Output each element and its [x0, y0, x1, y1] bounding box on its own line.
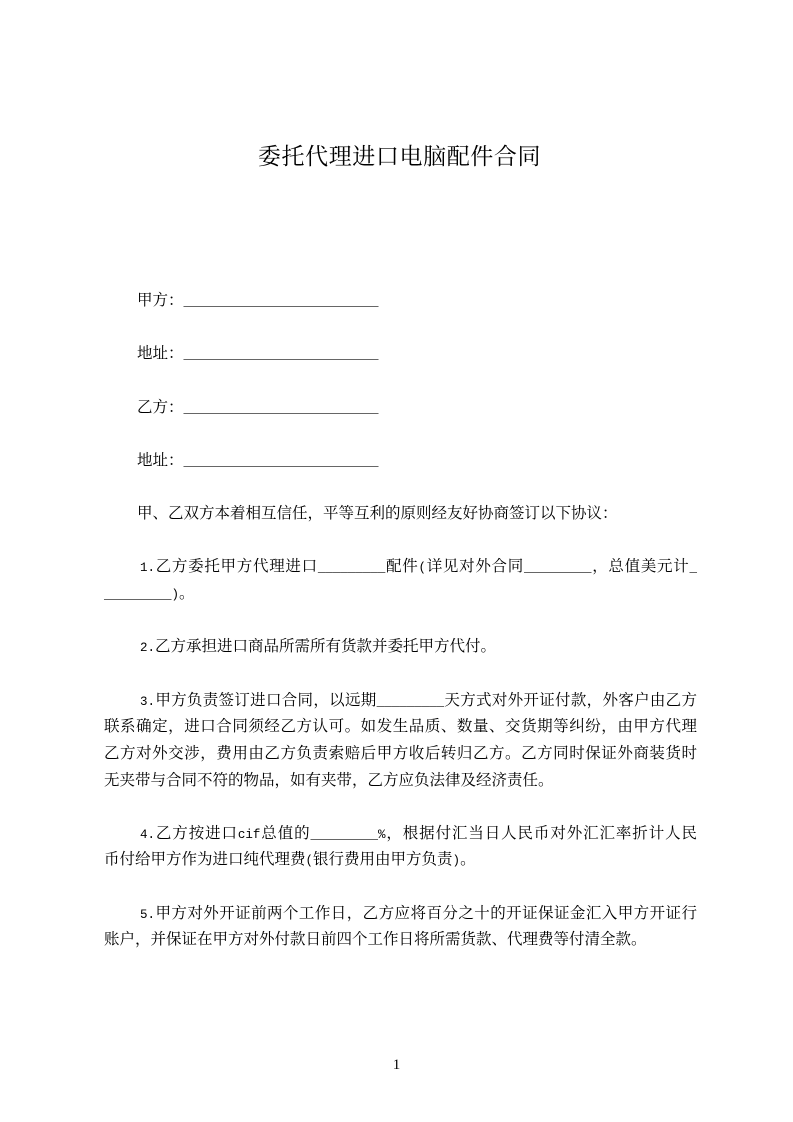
clause-3-line: 无夹带与合同不符的物品，如有夹带，乙方应负法律及经济责任。	[104, 770, 554, 789]
party-a-label: 甲方：	[137, 291, 184, 309]
party-b-address-blank: __________________________	[183, 454, 379, 469]
clause-3-line: 3.甲方负责签订进口合同，以远期_________天方式对外开证付款，外客户由乙方	[140, 690, 697, 709]
party-a-address-label: 地址：	[137, 344, 184, 363]
clause-3-line: 联系确定，进口合同须经乙方认可。如发生品质、数量、交货期等纠纷，由甲方代理	[104, 717, 697, 736]
clause-5	[104, 900, 697, 953]
document-title: 委托代理进口电脑配件合同	[257, 144, 542, 170]
text-run: 3.	[140, 694, 156, 709]
text-run: 2.	[140, 641, 156, 656]
party-b-address-label: 地址：	[137, 450, 184, 469]
party-b-blank: __________________________	[183, 401, 379, 416]
clause-5-line: 账户，并保证在甲方对外付款日前四个工作日将所需货款、代理费等付清全款。	[104, 930, 647, 949]
text-run: _________)	[104, 588, 180, 603]
page-number: 1	[392, 1057, 401, 1073]
clause-5-line: 5.甲方对外开证前两个工作日，乙方应将百分之十的开证保证金汇入甲方开证行	[140, 903, 697, 922]
party-b-address-line	[104, 447, 697, 474]
clause-2-line: 2.乙方承担进口商品所需所有货款并委托甲方代付。	[140, 637, 497, 656]
text-run: _________	[317, 561, 386, 576]
party-b-label: 乙方：	[137, 397, 184, 416]
text-run: (	[305, 854, 314, 869]
document-body	[104, 287, 697, 953]
clause-2	[104, 633, 697, 660]
clause-3-line: 乙方对外交涉，费用由乙方负责索赔后甲方收后转归乙方。乙方同时保证外商装货时	[104, 743, 697, 762]
party-a-line	[104, 287, 697, 314]
party-a-blank: __________________________	[183, 295, 379, 309]
text-run: 5.	[140, 907, 156, 922]
clause-4	[104, 820, 697, 873]
party-a-address-line	[104, 340, 697, 367]
text-run: _	[689, 561, 697, 576]
text-run: (	[418, 561, 426, 576]
clause-1	[104, 553, 697, 606]
clause-1-line: _________)。	[104, 584, 195, 603]
text-run: cif	[237, 827, 261, 842]
clause-4-line: 4.乙方按进口cif总值的_________%，根据付汇当日人民币对外汇汇率折计人民	[140, 823, 697, 842]
text-run: 4.	[140, 827, 156, 842]
clause-3	[104, 687, 697, 794]
text-run: 1.	[140, 561, 156, 576]
clause-1-line: 1.乙方委托甲方代理进口_________配件(详见对外合同_________，总值美元计_	[140, 557, 697, 576]
text-run: _________	[376, 694, 445, 709]
text-run: )	[452, 854, 461, 869]
party-a-address-blank: __________________________	[183, 348, 379, 363]
text-run: _________	[523, 561, 592, 576]
preamble-paragraph: 甲、乙双方本着相互信任，平等互利的原则经友好协商签订以下协议：	[137, 504, 618, 523]
clause-4-line: 币付给甲方作为进口纯代理费(银行费用由甲方负责)。	[104, 850, 476, 869]
party-b-line	[104, 394, 697, 421]
text-run: _________%	[310, 827, 386, 842]
